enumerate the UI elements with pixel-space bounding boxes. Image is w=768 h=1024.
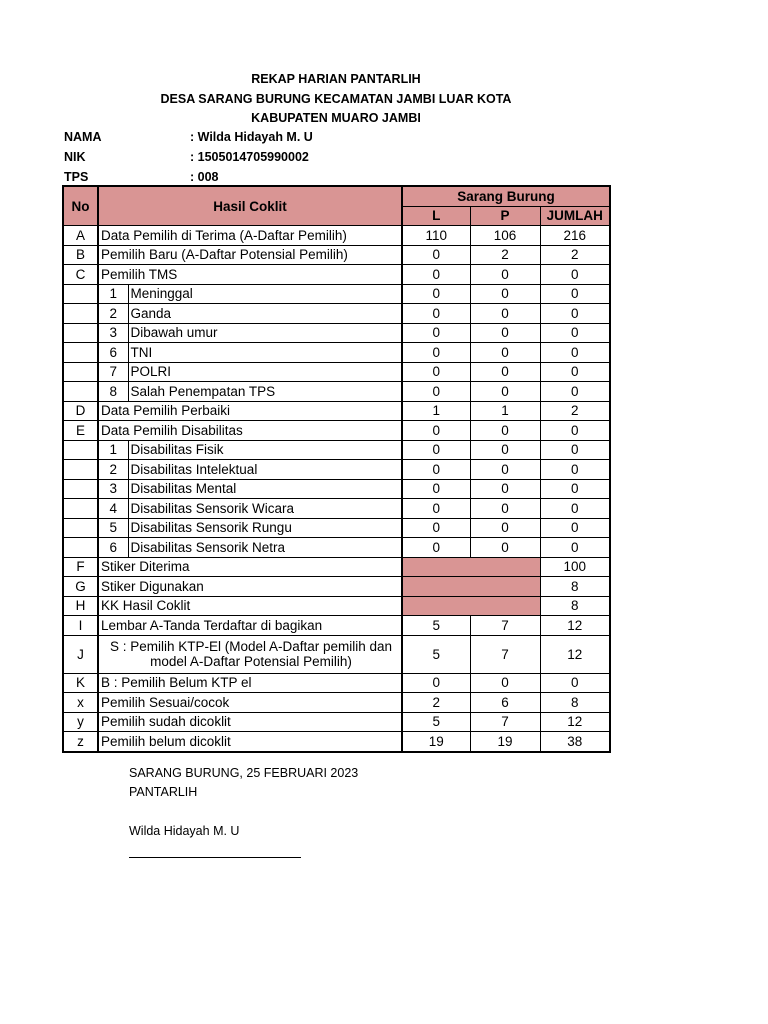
row-label: KK Hasil Coklit xyxy=(98,596,402,616)
row-no xyxy=(63,499,98,519)
row-p-value: 7 xyxy=(470,712,540,732)
row-l-value: 0 xyxy=(402,440,470,460)
row-no xyxy=(63,479,98,499)
row-sub-no: 5 xyxy=(98,518,128,538)
row-no: H xyxy=(63,596,98,616)
row-label: Disabilitas Mental xyxy=(128,479,402,499)
table-row xyxy=(63,226,610,246)
row-label: TNI xyxy=(128,343,402,363)
row-label: Salah Penempatan TPS xyxy=(128,382,402,402)
row-jumlah-value: 0 xyxy=(540,323,610,343)
row-jumlah-value: 0 xyxy=(540,284,610,304)
row-label: Disabilitas Fisik xyxy=(128,440,402,460)
table-row xyxy=(63,245,610,265)
row-label: Data Pemilih Perbaiki xyxy=(98,401,402,421)
row-jumlah-value: 8 xyxy=(540,693,610,713)
row-no xyxy=(63,460,98,480)
table-row xyxy=(63,518,610,538)
row-jumlah-value: 0 xyxy=(540,265,610,285)
row-label: B : Pemilih Belum KTP el xyxy=(98,673,402,693)
row-no: B xyxy=(63,245,98,265)
row-no: A xyxy=(63,226,98,246)
row-jumlah-value: 0 xyxy=(540,421,610,441)
row-l-value: 1 xyxy=(402,401,470,421)
row-label: Data Pemilih di Terima (A-Daftar Pemilih) xyxy=(98,226,402,246)
row-l-value: 110 xyxy=(402,226,470,246)
rekap-table-body xyxy=(63,226,610,752)
table-row xyxy=(63,401,610,421)
row-jumlah-value: 38 xyxy=(540,732,610,752)
table-row xyxy=(63,304,610,324)
row-l-value: 0 xyxy=(402,284,470,304)
row-jumlah-value: 0 xyxy=(540,538,610,558)
row-l-value: 0 xyxy=(402,479,470,499)
row-jumlah-value: 0 xyxy=(540,382,610,402)
row-p-value: 0 xyxy=(470,304,540,324)
row-l-value: 0 xyxy=(402,538,470,558)
header-no: No xyxy=(63,186,98,226)
row-l-value: 0 xyxy=(402,265,470,285)
table-row xyxy=(63,693,610,713)
row-no xyxy=(63,440,98,460)
table-row xyxy=(63,732,610,752)
row-no: K xyxy=(63,673,98,693)
row-l-value: 0 xyxy=(402,460,470,480)
table-row xyxy=(63,577,610,597)
row-p-value: 0 xyxy=(470,460,540,480)
footer-place-date: SARANG BURUNG, 25 FEBRUARI 2023 xyxy=(129,766,359,780)
row-label: Disabilitas Sensorik Rungu xyxy=(128,518,402,538)
row-shaded-cell xyxy=(402,577,540,597)
row-p-value: 7 xyxy=(470,635,540,673)
row-label: Stiker Digunakan xyxy=(98,577,402,597)
nik-value: : 1505014705990002 xyxy=(190,150,309,164)
row-p-value: 0 xyxy=(470,265,540,285)
table-row xyxy=(63,557,610,577)
nama-value: : Wilda Hidayah M. U xyxy=(190,130,313,144)
row-label: Disabilitas Sensorik Netra xyxy=(128,538,402,558)
row-label: Ganda xyxy=(128,304,402,324)
row-sub-no: 1 xyxy=(98,440,128,460)
row-jumlah-value: 0 xyxy=(540,518,610,538)
header-l: L xyxy=(402,206,470,226)
header-sarang-burung: Sarang Burung xyxy=(402,186,610,206)
row-label: Disabilitas Sensorik Wicara xyxy=(128,499,402,519)
row-jumlah-value: 12 xyxy=(540,712,610,732)
row-label: Pemilih Sesuai/cocok xyxy=(98,693,402,713)
header-jumlah: JUMLAH xyxy=(540,206,610,226)
table-row xyxy=(63,712,610,732)
row-no xyxy=(63,323,98,343)
table-row xyxy=(63,635,610,673)
row-no xyxy=(63,304,98,324)
row-jumlah-value: 0 xyxy=(540,479,610,499)
row-label: Lembar A-Tanda Terdaftar di bagikan xyxy=(98,616,402,636)
row-p-value: 7 xyxy=(470,616,540,636)
row-label: Stiker Diterima xyxy=(98,557,402,577)
table-row xyxy=(63,673,610,693)
row-no: G xyxy=(63,577,98,597)
row-l-value: 19 xyxy=(402,732,470,752)
row-no: y xyxy=(63,712,98,732)
row-sub-no: 2 xyxy=(98,460,128,480)
row-l-value: 0 xyxy=(402,343,470,363)
nama-label: NAMA xyxy=(64,130,102,144)
row-shaded-cell xyxy=(402,557,540,577)
table-row xyxy=(63,460,610,480)
row-sub-no: 1 xyxy=(98,284,128,304)
table-row xyxy=(63,362,610,382)
row-no: x xyxy=(63,693,98,713)
row-l-value: 0 xyxy=(402,499,470,519)
row-label: Pemilih belum dicoklit xyxy=(98,732,402,752)
row-no: F xyxy=(63,557,98,577)
row-p-value: 0 xyxy=(470,538,540,558)
row-jumlah-value: 0 xyxy=(540,460,610,480)
row-l-value: 5 xyxy=(402,712,470,732)
row-no: D xyxy=(63,401,98,421)
row-p-value: 0 xyxy=(470,382,540,402)
table-row xyxy=(63,323,610,343)
row-jumlah-value: 0 xyxy=(540,440,610,460)
row-jumlah-value: 0 xyxy=(540,673,610,693)
row-sub-no: 6 xyxy=(98,343,128,363)
table-row xyxy=(63,479,610,499)
table-row xyxy=(63,538,610,558)
table-row xyxy=(63,284,610,304)
row-sub-no: 7 xyxy=(98,362,128,382)
row-sub-no: 4 xyxy=(98,499,128,519)
row-jumlah-value: 0 xyxy=(540,304,610,324)
row-p-value: 106 xyxy=(470,226,540,246)
row-no xyxy=(63,284,98,304)
row-no: z xyxy=(63,732,98,752)
row-sub-no: 8 xyxy=(98,382,128,402)
row-jumlah-value: 12 xyxy=(540,616,610,636)
row-p-value: 0 xyxy=(470,362,540,382)
row-label: POLRI xyxy=(128,362,402,382)
row-l-value: 0 xyxy=(402,362,470,382)
row-no: E xyxy=(63,421,98,441)
row-p-value: 0 xyxy=(470,421,540,441)
header-p: P xyxy=(470,206,540,226)
row-p-value: 0 xyxy=(470,440,540,460)
row-l-value: 0 xyxy=(402,382,470,402)
row-l-value: 0 xyxy=(402,421,470,441)
header-hasil-coklit: Hasil Coklit xyxy=(98,186,402,226)
row-no xyxy=(63,362,98,382)
report-title: REKAP HARIAN PANTARLIH xyxy=(251,72,421,86)
row-l-value: 0 xyxy=(402,518,470,538)
row-p-value: 6 xyxy=(470,693,540,713)
row-p-value: 2 xyxy=(470,245,540,265)
row-label: Data Pemilih Disabilitas xyxy=(98,421,402,441)
row-jumlah-value: 0 xyxy=(540,499,610,519)
signature-line xyxy=(129,857,301,858)
row-label: Pemilih sudah dicoklit xyxy=(98,712,402,732)
row-p-value: 0 xyxy=(470,499,540,519)
row-l-value: 0 xyxy=(402,673,470,693)
row-label: S : Pemilih KTP-El (Model A-Daftar pemilih dan model A-Daftar Potensial Pemilih) xyxy=(98,635,402,673)
row-jumlah-value: 216 xyxy=(540,226,610,246)
row-p-value: 0 xyxy=(470,323,540,343)
row-jumlah-value: 8 xyxy=(540,577,610,597)
footer-signer: Wilda Hidayah M. U xyxy=(129,824,240,838)
row-sub-no: 6 xyxy=(98,538,128,558)
row-label: Dibawah umur xyxy=(128,323,402,343)
row-sub-no: 3 xyxy=(98,479,128,499)
row-label: Pemilih TMS xyxy=(98,265,402,285)
table-row xyxy=(63,265,610,285)
table-row xyxy=(63,596,610,616)
row-no xyxy=(63,538,98,558)
row-p-value: 0 xyxy=(470,284,540,304)
table-row xyxy=(63,499,610,519)
row-label: Meninggal xyxy=(128,284,402,304)
table-row xyxy=(63,440,610,460)
row-label: Pemilih Baru (A-Daftar Potensial Pemilih) xyxy=(98,245,402,265)
row-jumlah-value: 0 xyxy=(540,362,610,382)
row-p-value: 0 xyxy=(470,343,540,363)
table-row xyxy=(63,382,610,402)
row-no: C xyxy=(63,265,98,285)
table-row xyxy=(63,616,610,636)
row-l-value: 0 xyxy=(402,323,470,343)
row-no: I xyxy=(63,616,98,636)
table-row xyxy=(63,421,610,441)
row-p-value: 1 xyxy=(470,401,540,421)
row-jumlah-value: 2 xyxy=(540,401,610,421)
row-l-value: 5 xyxy=(402,616,470,636)
row-l-value: 2 xyxy=(402,693,470,713)
row-jumlah-value: 8 xyxy=(540,596,610,616)
row-p-value: 0 xyxy=(470,518,540,538)
table-row xyxy=(63,343,610,363)
row-jumlah-value: 12 xyxy=(540,635,610,673)
row-p-value: 0 xyxy=(470,673,540,693)
row-p-value: 0 xyxy=(470,479,540,499)
row-l-value: 5 xyxy=(402,635,470,673)
tps-value: : 008 xyxy=(190,170,219,184)
tps-label: TPS xyxy=(64,170,89,184)
row-jumlah-value: 0 xyxy=(540,343,610,363)
footer-role: PANTARLIH xyxy=(129,785,198,799)
row-shaded-cell xyxy=(402,596,540,616)
row-label: Disabilitas Intelektual xyxy=(128,460,402,480)
row-no xyxy=(63,343,98,363)
report-subtitle-kabupaten: KABUPATEN MUARO JAMBI xyxy=(251,111,421,125)
row-l-value: 0 xyxy=(402,245,470,265)
row-p-value: 19 xyxy=(470,732,540,752)
row-no xyxy=(63,382,98,402)
row-l-value: 0 xyxy=(402,304,470,324)
report-title-block xyxy=(0,70,672,129)
rekap-table xyxy=(62,185,611,753)
row-no xyxy=(63,518,98,538)
row-sub-no: 3 xyxy=(98,323,128,343)
row-jumlah-value: 2 xyxy=(540,245,610,265)
row-no: J xyxy=(63,635,98,673)
nik-label: NIK xyxy=(64,150,86,164)
report-subtitle-desa: DESA SARANG BURUNG KECAMATAN JAMBI LUAR KOTA xyxy=(160,91,512,106)
row-sub-no: 2 xyxy=(98,304,128,324)
row-jumlah-value: 100 xyxy=(540,557,610,577)
